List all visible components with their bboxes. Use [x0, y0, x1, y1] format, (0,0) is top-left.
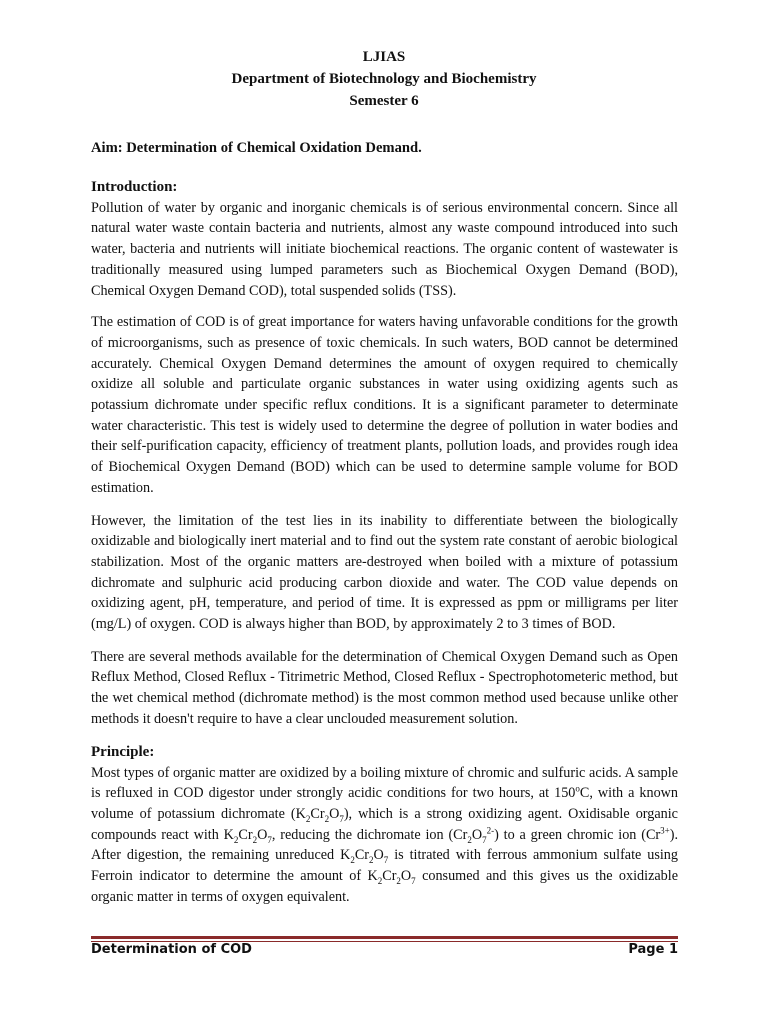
institute-name: LJIAS [362, 49, 406, 65]
footer-title: Determination of COD [91, 942, 252, 957]
document-header [0, 46, 768, 112]
page-footer [91, 942, 678, 957]
aim-heading: Aim: Determination of Chemical Oxidation Demand. [91, 140, 422, 156]
footer-rule-thick [91, 936, 678, 939]
document-body [91, 138, 678, 920]
department-name: Department of Biotechnology and Biochemistry [231, 71, 537, 87]
intro-paragraph-2: The estimation of COD is of great importance for waters having unfavorable conditions for the growth of microorganisms, such as presence of toxic chemicals. In such waters, BOD cannot be determined accurately. Chemical Oxygen Demand determines the amount of oxygen required to chemically oxidize all soluble and particulate organic substances in water using oxidizing agents such as potassium dichromate under specific reflux conditions. It is a significant parameter to determinate water characteristic. This test is widely used to determine the degree of pollution in water bodies and their self-purification capacity, efficiency of treatment plants, pollution loads, and provides rough idea of Biochemical Oxygen Demand (BOD) which can be used to determine sample volume for BOD estimation. [91, 314, 678, 496]
principle-heading: Principle: [91, 743, 155, 760]
intro-paragraph-3: However, the limitation of the test lies in its inability to differentiate between the biologically oxidizable and biologically inert material and to find out the system rate constant of aerobic biological stabilization. Most of the organic matters are-destroyed when boiled with a mixture of potassium dichromate and sulphuric acid producing carbon dioxide and water. The COD value depends on oxidizing agent, pH, temperature, and period of time. It is expressed as ppm or milligrams per liter (mg/L) of oxygen. COD is always higher than BOD, by approximately 2 to 3 times of BOD. [91, 512, 678, 633]
intro-paragraph-4: There are several methods available for the determination of Chemical Oxygen Demand such as Open Reflux Method, Closed Reflux - Titrimetric Method, Closed Reflux - Spectrophotometeric method, but the wet chemical method (dichromate method) is the most common method used because unlike other methods it doesn't require to have a clear unclouded measurement solution. [91, 648, 678, 727]
intro-paragraph-1: Pollution of water by organic and inorganic chemicals is of serious environmental concern. Since all natural water waste contain bacteria and nutrients, almost any waste compound introduced into such water, bacteria and nutrients will initiate biochemical reactions. The organic content of wastewater is traditionally measured using lumped parameters such as Biochemical Oxygen Demand (BOD), Chemical Oxygen Demand COD), total suspended solids (TSS). [91, 199, 678, 299]
principle-paragraph: Most types of organic matter are oxidized by a boiling mixture of chromic and sulfuric acids. A sample is refluxed in COD digestor under strongly acidic conditions for two hours, at 150$^o$C, with a known volume of potassium dichromate $(K_2Cr_2O_7)$, which is a strong oxidizing agent. Oxidisable organic compounds react with $K_2Cr_2O_7$, reducing the dichromate ion $(Cr_2O_7^{2-})$ to a green chromic ion $(Cr^{3+})$. After digestion, the remaining unreduced $K_2Cr_2O_7$ is titrated with ferrous ammonium sulfate using Ferroin indicator to determine the amount of $K_2Cr_2O_7$ consumed and this gives us the oxidizable organic matter in terms of oxygen equivalent. [91, 764, 679, 905]
page-number: Page 1 [628, 942, 678, 957]
introduction-heading: Introduction: [91, 178, 178, 195]
semester-label: Semester 6 [349, 93, 419, 109]
